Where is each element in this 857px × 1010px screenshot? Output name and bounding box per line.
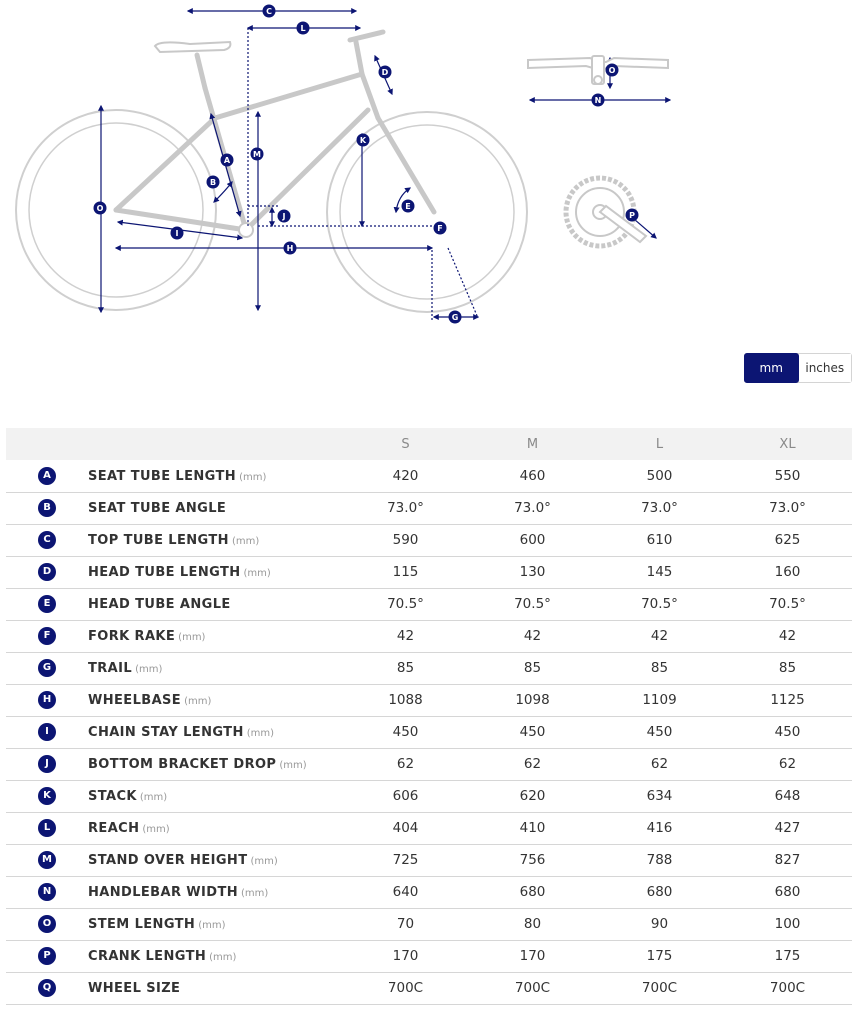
row-badge-cell (6, 972, 88, 1004)
diagram-label-e (402, 200, 415, 213)
value-cell-xl: 62 (723, 748, 852, 780)
value-cell-m: 42 (469, 620, 596, 652)
measurement-name: STACK (88, 789, 137, 804)
diagram-label-o (94, 202, 107, 215)
value-cell-l: 70.5° (596, 588, 723, 620)
measurement-name: BOTTOM BRACKET DROP (88, 757, 277, 772)
table-header (6, 428, 852, 460)
measurement-name: HEAD TUBE LENGTH (88, 565, 241, 580)
value-cell-l: 62 (596, 748, 723, 780)
value-cell-xl: 70.5° (723, 588, 852, 620)
value-cell-m: 700C (469, 972, 596, 1004)
value-cell-l: 85 (596, 652, 723, 684)
table-row (6, 652, 852, 684)
table-row (6, 940, 852, 972)
measurement-letter-badge: L (38, 819, 56, 837)
diagram-label-i (171, 227, 184, 240)
value-cell-xl: 625 (723, 524, 852, 556)
measurement-name: STEM LENGTH (88, 917, 196, 932)
svg-text:B: B (209, 178, 217, 187)
value-cell-xl: 648 (723, 780, 852, 812)
row-badge-cell (6, 556, 88, 588)
measurement-unit: (mm) (139, 792, 168, 803)
row-badge-cell (6, 812, 88, 844)
value-cell-xl: 450 (723, 716, 852, 748)
value-cell-s: 70 (342, 908, 469, 940)
diagram-label-d (379, 66, 392, 79)
measurement-letter-badge: B (38, 499, 56, 517)
table-row (6, 492, 852, 524)
bottom-bracket (239, 223, 253, 237)
value-cell-m: 450 (469, 716, 596, 748)
saddle (155, 42, 230, 52)
value-cell-m: 170 (469, 940, 596, 972)
measurement-label (88, 908, 342, 940)
measurement-name: FORK RAKE (88, 629, 176, 644)
diagram-label-p (626, 209, 639, 222)
measurement-letter-badge: O (38, 915, 56, 933)
value-cell-m: 85 (469, 652, 596, 684)
value-cell-xl: 827 (723, 844, 852, 876)
value-cell-s: 700C (342, 972, 469, 1004)
value-cell-l: 634 (596, 780, 723, 812)
value-cell-l: 175 (596, 940, 723, 972)
measurement-letter-badge: E (38, 595, 56, 613)
value-cell-s: 70.5° (342, 588, 469, 620)
measurement-label (88, 780, 342, 812)
svg-text:C: C (266, 7, 272, 16)
value-cell-l: 145 (596, 556, 723, 588)
svg-text:M: M (253, 150, 261, 159)
value-cell-s: 42 (342, 620, 469, 652)
table-body (6, 460, 852, 1004)
value-cell-m: 600 (469, 524, 596, 556)
measurement-unit: (mm) (279, 760, 307, 771)
value-cell-s: 450 (342, 716, 469, 748)
value-cell-l: 90 (596, 908, 723, 940)
handlebar-top-view (528, 56, 668, 84)
measurement-letter-badge: K (38, 787, 56, 805)
bike-geometry-diagram (0, 0, 857, 340)
table-row (6, 972, 852, 1004)
value-cell-s: 420 (342, 460, 469, 492)
value-cell-s: 404 (342, 812, 469, 844)
diagram-label-j (278, 210, 291, 223)
measurement-unit: (mm) (250, 856, 278, 867)
measurement-name: CHAIN STAY LENGTH (88, 725, 244, 740)
measurement-unit: (mm) (142, 824, 170, 835)
value-cell-l: 500 (596, 460, 723, 492)
value-cell-m: 460 (469, 460, 596, 492)
value-cell-l: 700C (596, 972, 723, 1004)
measurement-unit: (mm) (184, 696, 212, 707)
value-cell-m: 130 (469, 556, 596, 588)
measurement-letter-badge: G (38, 659, 56, 677)
diagram-label-n (592, 94, 605, 107)
value-cell-s: 62 (342, 748, 469, 780)
measurement-label (88, 652, 342, 684)
table-row (6, 876, 852, 908)
table-row (6, 588, 852, 620)
value-cell-l: 416 (596, 812, 723, 844)
measurement-unit: (mm) (239, 471, 267, 483)
mm-unit-button[interactable]: mm (744, 353, 799, 383)
header-badge-blank (6, 428, 88, 460)
row-badge-cell (6, 748, 88, 780)
value-cell-l: 42 (596, 620, 723, 652)
svg-text:L: L (300, 24, 306, 33)
value-cell-m: 80 (469, 908, 596, 940)
value-cell-s: 170 (342, 940, 469, 972)
table-row (6, 780, 852, 812)
header-label-blank (88, 428, 342, 460)
value-cell-s: 725 (342, 844, 469, 876)
measurement-label (88, 716, 342, 748)
measurement-name: HEAD TUBE ANGLE (88, 597, 231, 612)
value-cell-xl: 100 (723, 908, 852, 940)
row-badge-cell (6, 940, 88, 972)
row-badge-cell (6, 716, 88, 748)
measurement-letter-badge: F (38, 627, 56, 645)
svg-text:I: I (175, 229, 179, 238)
value-cell-m: 73.0° (469, 492, 596, 524)
svg-text:E: E (405, 202, 411, 211)
row-badge-cell (6, 524, 88, 556)
measurement-letter-badge: H (38, 691, 56, 709)
svg-text:J: J (282, 212, 286, 221)
size-header-m: M (469, 428, 596, 460)
row-badge-cell (6, 492, 88, 524)
svg-text:A: A (223, 156, 231, 165)
diagram-label-o (606, 64, 619, 77)
measurement-unit: (mm) (209, 952, 237, 963)
diagram-label-b (207, 176, 220, 189)
svg-text:O: O (608, 66, 616, 75)
value-cell-s: 73.0° (342, 492, 469, 524)
diagram-label-c (263, 5, 276, 18)
measurement-name: TRAIL (88, 661, 133, 676)
measurement-name: REACH (88, 821, 140, 836)
measurement-label (88, 812, 342, 844)
measurement-name: CRANK LENGTH (88, 949, 207, 964)
value-cell-m: 70.5° (469, 588, 596, 620)
table-row (6, 844, 852, 876)
unit-toggle (744, 353, 852, 383)
size-header-s: S (342, 428, 469, 460)
svg-text:D: D (381, 68, 389, 77)
value-cell-s: 1088 (342, 684, 469, 716)
row-badge-cell (6, 780, 88, 812)
value-cell-s: 590 (342, 524, 469, 556)
value-cell-m: 756 (469, 844, 596, 876)
measurement-unit: (mm) (198, 920, 226, 931)
measurement-label (88, 524, 342, 556)
table-row (6, 908, 852, 940)
measurement-name: STAND OVER HEIGHT (88, 853, 248, 868)
value-cell-m: 410 (469, 812, 596, 844)
value-cell-xl: 550 (723, 460, 852, 492)
table-row (6, 460, 852, 492)
svg-text:O: O (96, 204, 104, 213)
svg-text:H: H (286, 244, 294, 253)
measurement-unit: (mm) (243, 568, 271, 579)
measurement-letter-badge: C (38, 531, 56, 549)
value-cell-xl: 680 (723, 876, 852, 908)
diagram-label-a (221, 154, 234, 167)
measurement-unit: (mm) (231, 536, 260, 547)
svg-text:G: G (451, 313, 459, 322)
table-row (6, 716, 852, 748)
row-badge-cell (6, 876, 88, 908)
row-badge-cell (6, 620, 88, 652)
svg-text:N: N (594, 96, 602, 105)
value-cell-l: 1109 (596, 684, 723, 716)
measurement-letter-badge: J (38, 755, 56, 773)
row-badge-cell (6, 460, 88, 492)
value-cell-m: 620 (469, 780, 596, 812)
value-cell-l: 788 (596, 844, 723, 876)
value-cell-xl: 700C (723, 972, 852, 1004)
row-badge-cell (6, 652, 88, 684)
value-cell-xl: 73.0° (723, 492, 852, 524)
measurement-unit: (mm) (135, 664, 163, 675)
measurement-unit: (mm) (241, 888, 269, 899)
row-badge-cell (6, 908, 88, 940)
value-cell-l: 450 (596, 716, 723, 748)
value-cell-xl: 1125 (723, 684, 852, 716)
measurement-name: SEAT TUBE ANGLE (88, 501, 227, 516)
measurement-letter-badge: Q (38, 979, 56, 997)
measurement-label (88, 684, 342, 716)
measurement-unit: (mm) (178, 632, 206, 643)
table-row (6, 524, 852, 556)
measurement-name: TOP TUBE LENGTH (88, 533, 229, 548)
value-cell-s: 85 (342, 652, 469, 684)
size-header-xl: XL (723, 428, 852, 460)
diagram-label-h (284, 242, 297, 255)
measurement-label (88, 844, 342, 876)
measurement-label (88, 876, 342, 908)
measurement-letter-badge: A (38, 467, 56, 485)
table-row (6, 812, 852, 844)
measurement-label (88, 972, 342, 1004)
geometry-table (6, 428, 852, 1005)
measurement-label (88, 492, 342, 524)
row-badge-cell (6, 588, 88, 620)
measurement-unit: (mm) (246, 728, 275, 739)
svg-text:P: P (629, 211, 635, 220)
table-row (6, 556, 852, 588)
inches-unit-button[interactable]: inches (799, 354, 852, 382)
handlebar-side (350, 32, 383, 40)
diagram-label-k (357, 134, 370, 147)
size-header-l: L (596, 428, 723, 460)
measurement-name: WHEEL SIZE (88, 981, 181, 996)
measurement-name: SEAT TUBE LENGTH (88, 468, 237, 484)
measurement-name: WHEELBASE (88, 693, 182, 708)
measurement-label (88, 556, 342, 588)
measurement-label (88, 940, 342, 972)
measurement-name: HANDLEBAR WIDTH (88, 885, 238, 900)
row-badge-cell (6, 684, 88, 716)
value-cell-m: 62 (469, 748, 596, 780)
svg-text:F: F (437, 224, 443, 233)
value-cell-xl: 42 (723, 620, 852, 652)
row-badge-cell (6, 844, 88, 876)
value-cell-l: 610 (596, 524, 723, 556)
measurement-label (88, 588, 342, 620)
value-cell-xl: 160 (723, 556, 852, 588)
measurement-label (88, 460, 342, 492)
value-cell-l: 73.0° (596, 492, 723, 524)
value-cell-xl: 175 (723, 940, 852, 972)
measurement-letter-badge: P (38, 947, 56, 965)
value-cell-s: 640 (342, 876, 469, 908)
diagram-label-f (434, 222, 447, 235)
measurement-label (88, 748, 342, 780)
value-cell-m: 1098 (469, 684, 596, 716)
value-cell-l: 680 (596, 876, 723, 908)
measurement-letter-badge: D (38, 563, 56, 581)
table-row (6, 684, 852, 716)
measurement-label (88, 620, 342, 652)
measurement-letter-badge: M (38, 851, 56, 869)
svg-text:K: K (359, 136, 367, 145)
value-cell-xl: 85 (723, 652, 852, 684)
diagram-label-m (251, 148, 264, 161)
value-cell-s: 606 (342, 780, 469, 812)
measurement-letter-badge: I (38, 723, 56, 741)
value-cell-s: 115 (342, 556, 469, 588)
value-cell-xl: 427 (723, 812, 852, 844)
diagram-label-g (449, 311, 462, 324)
table-row (6, 620, 852, 652)
measurement-letter-badge: N (38, 883, 56, 901)
diagram-label-l (297, 22, 310, 35)
value-cell-m: 680 (469, 876, 596, 908)
table-row (6, 748, 852, 780)
